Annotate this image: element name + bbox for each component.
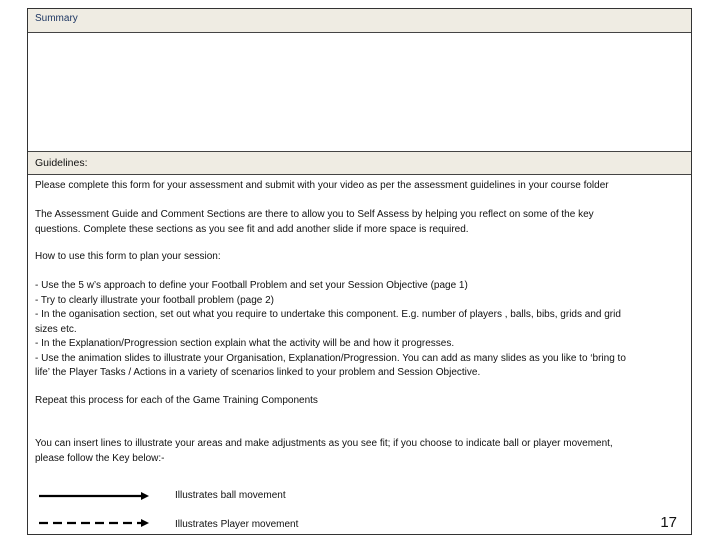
assessment-guide-line-1: The Assessment Guide and Comment Sections are there to allow you to Self Assess by helping you reflect on some of the key <box>35 209 594 220</box>
guidelines-intro: Please complete this form for your assessment and submit with your video as per the assessment guidelines in your course folder <box>35 180 609 191</box>
insert-lines-line-1: You can insert lines to illustrate your areas and make adjustments as you see fit; if you choose to indicate ball or player movement, <box>35 438 613 449</box>
summary-title: Summary <box>35 13 78 24</box>
bullet-organisation: - In the oganisation section, set out what you require to undertake this component. E.g. number of players , balls, bibs, grids and grid <box>35 309 621 320</box>
summary-form-frame <box>27 8 692 535</box>
bullet-football-problem: - Try to clearly illustrate your football problem (page 2) <box>35 294 274 306</box>
bullet-five-ws: - Use the 5 w’s approach to define your Football Problem and set your Session Objective (page 1) <box>35 280 468 291</box>
key-player-label: Illustrates Player movement <box>175 519 299 530</box>
bullet-organisation-cont: sizes etc. <box>35 323 77 335</box>
ball-movement-arrow-icon <box>38 491 150 501</box>
repeat-process-text: Repeat this process for each of the Game Training Components <box>35 395 318 406</box>
bullet-animation: - Use the animation slides to illustrate your Organisation, Explanation/Progression. You can add as many slides as you like to ‘bring to <box>35 352 626 364</box>
player-movement-dashed-arrow-icon <box>38 518 150 528</box>
summary-text-area[interactable] <box>28 33 691 152</box>
guidelines-header <box>28 152 691 175</box>
page-number: 17 <box>660 514 677 531</box>
guidelines-title: Guidelines: <box>35 157 88 169</box>
bullet-animation-cont: life’ the Player Tasks / Actions in a variety of scenarios linked to your problem and Session Objective. <box>35 367 481 378</box>
how-to-heading: How to use this form to plan your session: <box>35 251 221 262</box>
insert-lines-line-2: please follow the Key below:- <box>35 452 165 464</box>
assessment-guide-line-2: questions. Complete these sections as you see fit and add another slide if more space is required. <box>35 223 469 235</box>
key-ball-label: Illustrates ball movement <box>175 490 286 501</box>
bullet-explanation: - In the Explanation/Progression section explain what the activity will be and how it progresses. <box>35 338 455 349</box>
summary-header <box>28 9 691 33</box>
